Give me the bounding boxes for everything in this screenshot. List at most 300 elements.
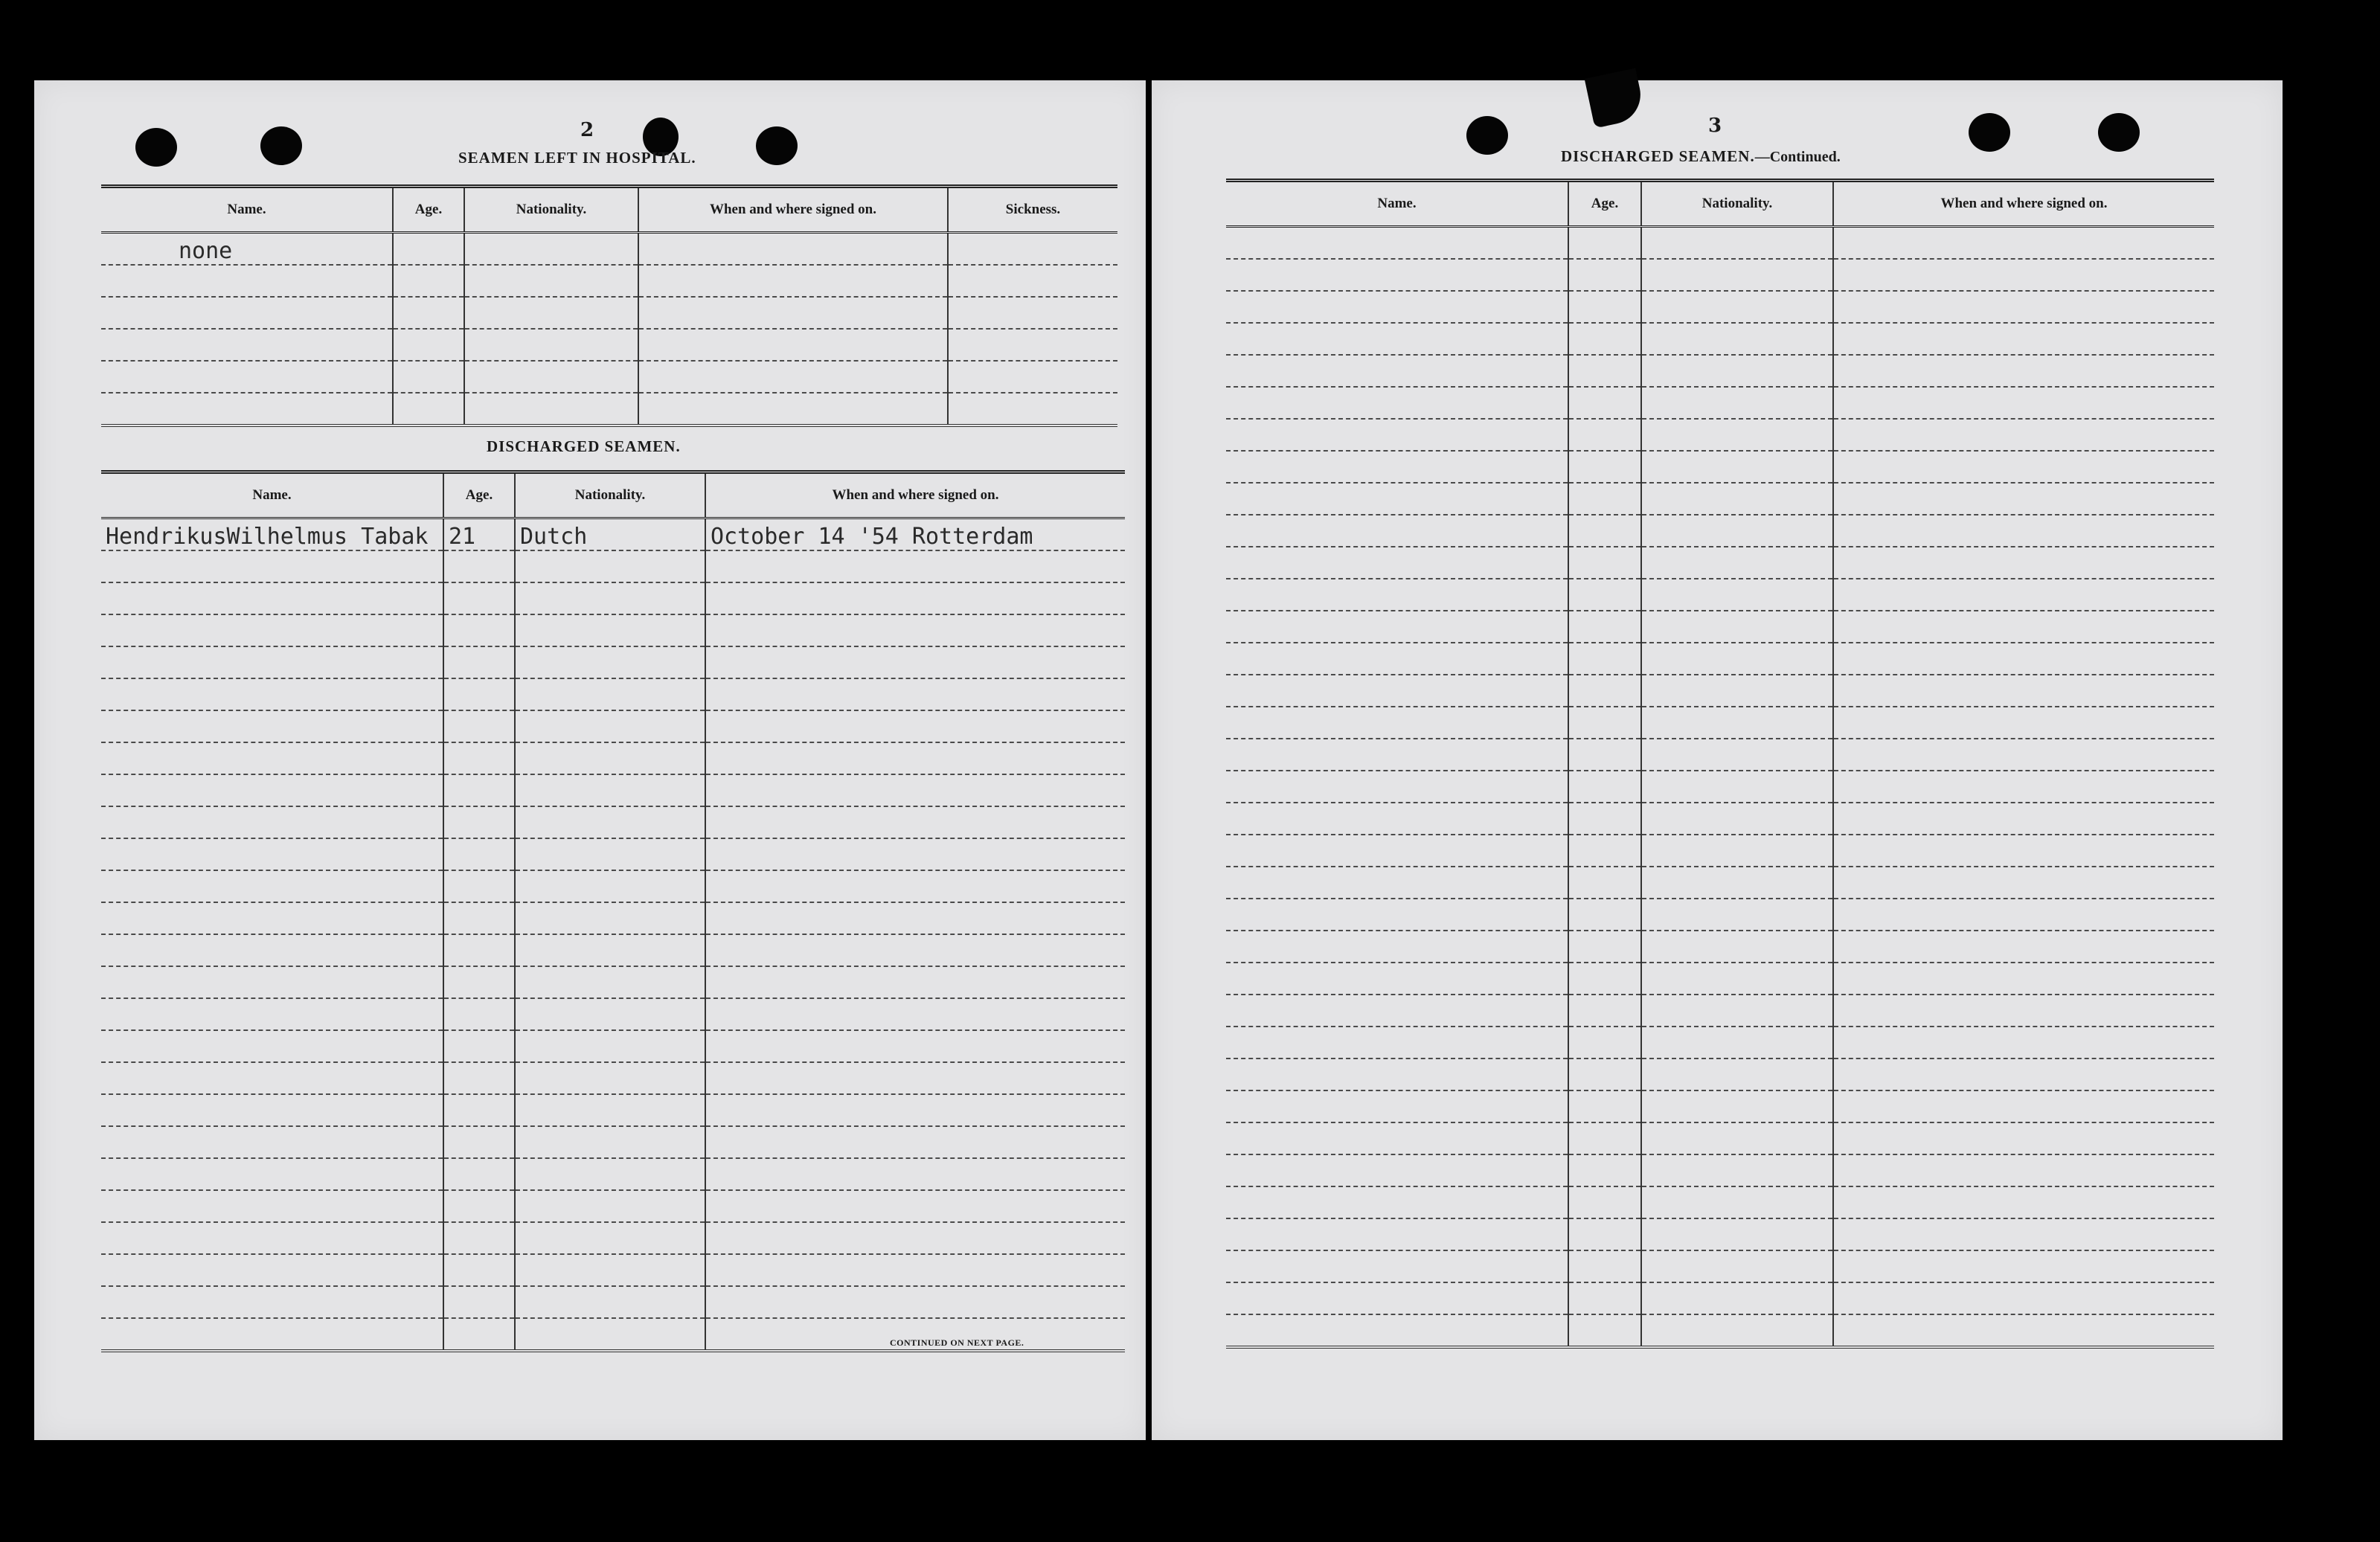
table-cell [1226,707,1568,739]
table-cell [1641,899,1833,931]
table-cell [1641,419,1833,451]
table-cell [1568,1282,1641,1314]
table-cell [443,614,515,646]
table-cell [443,1126,515,1158]
table-cell [1568,899,1641,931]
table-cell [1833,643,2214,675]
table-cell [515,582,705,614]
table-cell [443,1062,515,1094]
table-cell [1833,227,2214,260]
table-row [1226,739,2214,771]
table-cell [101,646,443,678]
table-cell [638,297,948,329]
table-cell [1568,1058,1641,1090]
table-row [1226,1027,2214,1058]
continued-note: CONTINUED ON NEXT PAGE. [890,1337,1024,1348]
table-row [101,806,1125,838]
table-cell [1568,803,1641,835]
table-cell [101,998,443,1030]
table-cell [705,870,1125,902]
column-header: When and where signed on. [705,472,1125,518]
table-cell [705,1126,1125,1158]
table-cell [1833,259,2214,291]
table-cell [705,774,1125,806]
table-cell [101,806,443,838]
table-cell [1226,579,1568,611]
table-row [101,614,1125,646]
discharged-table [101,470,1125,1352]
table-cell [1226,355,1568,387]
table-row [101,710,1125,742]
table-cell [101,1286,443,1318]
table-cell [705,838,1125,870]
table-cell [1641,1154,1833,1186]
discharged-continued-table [1226,179,2214,1349]
table-row [101,966,1125,998]
table-cell [515,678,705,710]
table-cell [1568,483,1641,515]
table-row [1226,547,2214,579]
table-row [1226,355,2214,387]
table-row [101,774,1125,806]
table-cell [1833,1027,2214,1058]
table-cell [515,902,705,934]
table-cell [101,966,443,998]
table-cell [101,934,443,966]
title-suffix: —Continued. [1754,149,1841,165]
table-cell [515,1318,705,1351]
table-cell [515,838,705,870]
table-cell [705,678,1125,710]
table-cell [1833,707,2214,739]
table-row [1226,771,2214,803]
table-cell [1568,675,1641,707]
table-cell [1226,643,1568,675]
table-cell [1833,547,2214,579]
table-cell [705,614,1125,646]
table-cell [1226,675,1568,707]
table-row [101,550,1125,582]
table-cell [1641,835,1833,867]
table-cell [705,966,1125,998]
table-row [1226,931,2214,963]
table-cell [1226,1186,1568,1218]
table-row [1226,515,2214,547]
table-cell [948,265,1117,297]
table-cell [1226,867,1568,899]
table-cell [1833,1250,2214,1282]
table-cell [1226,259,1568,291]
table-cell [1641,355,1833,387]
table-cell [1226,227,1568,260]
table-cell [1226,995,1568,1027]
table-row [1226,1058,2214,1090]
column-header: Age. [443,472,515,518]
table-row [1226,1090,2214,1122]
punch-hole [260,126,302,165]
table-cell [101,1254,443,1286]
table-cell [1833,355,2214,387]
table-row [101,742,1125,774]
table-cell [1833,1058,2214,1090]
table-cell [705,1158,1125,1190]
table-row [1226,611,2214,643]
table-row [101,646,1125,678]
table-cell [1226,547,1568,579]
table-cell [393,265,464,297]
punch-hole [1466,116,1508,155]
table-cell [948,297,1117,329]
table-cell [515,806,705,838]
table-cell [101,742,443,774]
table-cell [515,710,705,742]
table-cell [464,329,638,361]
table-cell [101,678,443,710]
table-cell [1641,1218,1833,1250]
table-row [101,870,1125,902]
table-cell [1833,835,2214,867]
table-cell [705,806,1125,838]
table-cell [705,1286,1125,1318]
table-cell [1833,451,2214,483]
table-cell [1226,1314,1568,1347]
table-row [101,265,1117,297]
table-cell [515,1094,705,1126]
table-cell [1226,931,1568,963]
table-cell [1226,1282,1568,1314]
table-cell [1568,1154,1641,1186]
table-cell [1568,611,1641,643]
table-row [101,678,1125,710]
table-cell [515,646,705,678]
table-row [101,582,1125,614]
table-cell [443,838,515,870]
table-cell [443,774,515,806]
left-page [34,80,1146,1440]
table-cell [515,550,705,582]
table-cell [1641,867,1833,899]
table-cell [393,297,464,329]
table-cell [1641,259,1833,291]
table-cell [1226,1090,1568,1122]
table-row [1226,643,2214,675]
table-cell [1568,1027,1641,1058]
table-cell [1226,1154,1568,1186]
table-cell [1568,547,1641,579]
table-row [1226,995,2214,1027]
right-page [1152,80,2283,1440]
table-cell [1226,963,1568,995]
table-row [1226,227,2214,260]
discharged-section-title: DISCHARGED SEAMEN. [487,437,681,455]
table-cell [1568,387,1641,419]
table-cell [443,934,515,966]
table-cell [101,1030,443,1062]
table-cell [1226,899,1568,931]
table-cell [1641,1314,1833,1347]
table-cell [1833,1218,2214,1250]
table-cell [1833,931,2214,963]
table-cell [101,1158,443,1190]
table-cell [101,329,393,361]
table-cell [1641,1186,1833,1218]
table-cell [1226,1122,1568,1154]
table-cell [1641,1122,1833,1154]
table-cell [443,678,515,710]
table-row [101,1158,1125,1190]
table-row [101,998,1125,1030]
table-cell [705,550,1125,582]
table-row [101,1254,1125,1286]
table-cell [948,233,1117,266]
table-cell [1226,1250,1568,1282]
table-cell [638,329,948,361]
table-cell [1833,739,2214,771]
table-cell [1568,643,1641,675]
table-row [101,1030,1125,1062]
table-cell [1568,1314,1641,1347]
table-row [101,518,1125,551]
table-cell [1833,483,2214,515]
table-cell [101,1094,443,1126]
table-cell [101,614,443,646]
table-cell [1833,387,2214,419]
table-cell [393,233,464,266]
table-cell [705,998,1125,1030]
table-cell [1226,483,1568,515]
table-cell [1568,1250,1641,1282]
table-cell [1226,611,1568,643]
table-row [1226,259,2214,291]
table-cell [1833,899,2214,931]
table-cell [443,966,515,998]
table-cell [705,1222,1125,1254]
table-cell [1641,675,1833,707]
table-row [101,329,1117,361]
table-cell [101,582,443,614]
table-cell [464,361,638,393]
table-cell [948,329,1117,361]
table-cell [464,393,638,425]
table-cell [1641,931,1833,963]
table-cell [1568,1186,1641,1218]
table-cell [1641,1282,1833,1314]
table-row [101,934,1125,966]
table-cell [1833,323,2214,355]
column-header: When and where signed on. [1833,181,2214,227]
table-row [1226,867,2214,899]
table-cell [515,1254,705,1286]
table-cell [515,998,705,1030]
page-number: 2 [580,119,594,141]
table-row [101,1062,1125,1094]
table-cell [515,614,705,646]
table-row [1226,899,2214,931]
table-cell [1226,803,1568,835]
table-row [1226,451,2214,483]
table-cell [443,1222,515,1254]
table-cell [1641,803,1833,835]
table-cell [101,1062,443,1094]
table-cell [1833,1122,2214,1154]
table-cell [101,1126,443,1158]
table-row [1226,291,2214,323]
table-cell [1833,1282,2214,1314]
table-cell [1568,515,1641,547]
table-cell: October 14 '54 Rotterdam [705,518,1125,551]
discharged-continued-title [1561,147,1841,166]
table-cell [1641,515,1833,547]
table-cell [1833,771,2214,803]
table-cell [1833,1186,2214,1218]
table-row [1226,1250,2214,1282]
table-cell [443,646,515,678]
table-cell [101,550,443,582]
table-cell [1641,707,1833,739]
table-row [101,361,1117,393]
table-cell: HendrikusWilhelmus Tabak [101,518,443,551]
table-row [1226,707,2214,739]
table-cell [393,393,464,425]
table-cell [1833,1090,2214,1122]
table-cell [1226,771,1568,803]
table-cell [705,582,1125,614]
table-cell [443,870,515,902]
table-cell [705,934,1125,966]
table-cell [1568,451,1641,483]
table-cell [1568,931,1641,963]
table-cell [515,1030,705,1062]
table-cell [101,393,393,425]
column-header: Nationality. [464,187,638,233]
table-cell [705,646,1125,678]
table-cell [1226,323,1568,355]
table-cell [1568,963,1641,995]
column-header: Age. [393,187,464,233]
table-row [101,297,1117,329]
table-cell [443,1254,515,1286]
column-header: Name. [101,187,393,233]
column-header: Sickness. [948,187,1117,233]
table-row [1226,323,2214,355]
column-header: Nationality. [1641,181,1833,227]
table-row [1226,387,2214,419]
table-row [1226,675,2214,707]
table-cell [393,329,464,361]
table-cell [1833,291,2214,323]
table-cell [948,393,1117,425]
table-cell [1568,739,1641,771]
table-cell [1568,323,1641,355]
table-cell [1833,995,2214,1027]
table-cell [1641,1058,1833,1090]
table-cell [515,742,705,774]
table-cell [101,902,443,934]
table-cell [464,265,638,297]
table-row [1226,419,2214,451]
table-cell [393,361,464,393]
table-cell [515,1286,705,1318]
table-cell [1641,291,1833,323]
table-cell [443,1158,515,1190]
table-cell [1641,995,1833,1027]
table-cell [1833,515,2214,547]
table-cell [515,774,705,806]
table-cell [443,1190,515,1222]
table-cell [705,1094,1125,1126]
table-row [101,1222,1125,1254]
page-number: 3 [1708,115,1722,137]
table-cell [638,361,948,393]
table-cell [1568,579,1641,611]
table-cell [1226,291,1568,323]
table-row [1226,579,2214,611]
table-row [1226,835,2214,867]
table-row [101,1126,1125,1158]
table-row [1226,1282,2214,1314]
table-cell [1833,963,2214,995]
table-cell [638,393,948,425]
table-cell [1568,259,1641,291]
table-row [101,838,1125,870]
table-cell [1568,419,1641,451]
table-cell [705,1030,1125,1062]
table-cell [515,1190,705,1222]
table-cell [1641,227,1833,260]
table-cell [1568,995,1641,1027]
table-cell [1641,611,1833,643]
table-cell [1833,419,2214,451]
table-cell [443,806,515,838]
table-cell [1833,611,2214,643]
table-cell [638,233,948,266]
table-cell [101,1222,443,1254]
punch-hole [1969,113,2010,152]
table-cell [464,233,638,266]
table-cell [705,1190,1125,1222]
table-cell [1568,1218,1641,1250]
table-cell [1568,1122,1641,1154]
table-cell [515,870,705,902]
table-cell [1833,579,2214,611]
table-cell [515,1158,705,1190]
table-cell [1641,1090,1833,1122]
punch-hole [2098,113,2140,152]
table-cell [1568,227,1641,260]
hospital-table [101,184,1117,427]
table-cell [1226,1058,1568,1090]
table-row [1226,1218,2214,1250]
table-cell [443,998,515,1030]
table-cell [1568,771,1641,803]
table-cell [443,550,515,582]
table-cell [1568,291,1641,323]
punch-hole [135,128,177,167]
table-cell [101,297,393,329]
title-main: DISCHARGED SEAMEN. [1561,147,1755,165]
table-cell [515,1222,705,1254]
table-cell [101,265,393,297]
table-cell [1833,1314,2214,1347]
table-cell [1568,707,1641,739]
table-cell: none [101,233,393,266]
table-row [1226,1186,2214,1218]
table-cell [101,1190,443,1222]
table-cell [443,1030,515,1062]
table-cell [515,1062,705,1094]
table-cell [1641,579,1833,611]
table-cell [705,902,1125,934]
